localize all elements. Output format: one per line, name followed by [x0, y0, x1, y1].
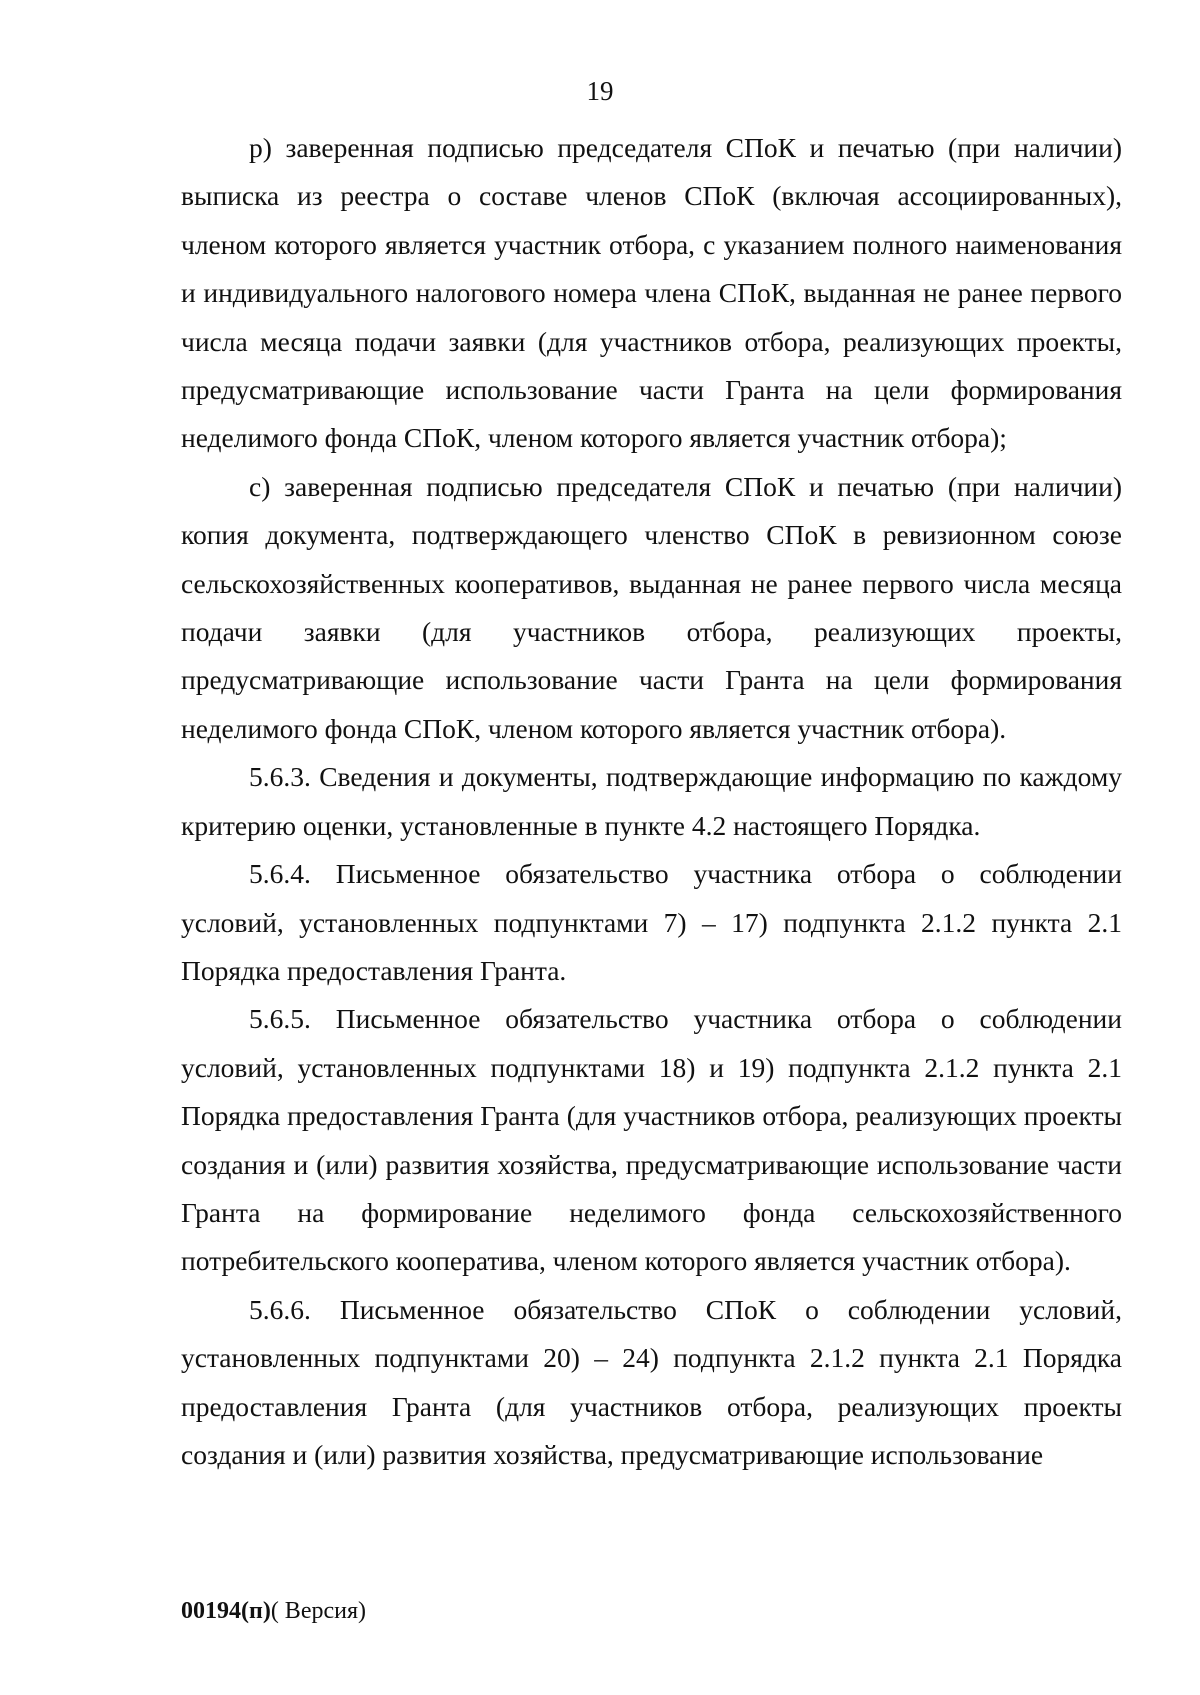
paragraph-5-6-4: 5.6.4. Письменное обязательство участника отбора о соблюдении условий, установленных подпунктами 7) – 17) подпункта 2.1.2 пункта 2.1 Порядка предоставления Гранта.: [181, 858, 1122, 986]
document-body: [181, 124, 1122, 1479]
paragraph-r: р) заверенная подписью председателя СПоК и печатью (при наличии) выписка из реестра о составе членов СПоК (включая ассоциированных), членом которого является участник отбора, с указанием полного наименования и индивидуального налогового номера члена СПоК, выданная не ранее первого числа месяца подачи заявки (для участников отбора, реализующих проекты, предусматривающие использование части Гранта на цели формирования неделимого фонда СПоК, членом которого является участник отбора);: [181, 132, 1122, 454]
document-version: ( Версия): [270, 1598, 366, 1624]
paragraph-s: с) заверенная подписью председателя СПоК и печатью (при наличии) копия документа, подтверждающего членство СПоК в ревизионном союзе сельскохозяйственных кооперативов, выданная не ранее первого числа месяца подачи заявки (для участников отбора, реализующих проекты, предусматривающие использование части Гранта на цели формирования неделимого фонда СПоК, членом которого является участник отбора).: [181, 470, 1122, 744]
paragraph-5-6-3: 5.6.3. Сведения и документы, подтверждающие информацию по каждому критерию оценки, установленные в пункте 4.2 настоящего Порядка.: [181, 761, 1122, 841]
page-number: 19: [586, 76, 614, 106]
paragraph-5-6-6: 5.6.6. Письменное обязательство СПоК о соблюдении условий, установленных подпунктами 20) – 24) подпункта 2.1.2 пункта 2.1 Порядка предоставления Гранта (для участников отбора, реализующих проекты создания и (или) развития хозяйства, предусматривающие использование: [181, 1293, 1122, 1470]
document-code: 00194(п): [181, 1598, 271, 1624]
document-footer: [181, 1594, 366, 1628]
paragraph-5-6-5: 5.6.5. Письменное обязательство участника отбора о соблюдении условий, установленных подпунктами 18) и 19) подпункта 2.1.2 пункта 2.1 Порядка предоставления Гранта (для участников отбора, реализующих проекты создания и (или) развития хозяйства, предусматривающие использование части Гранта на формирование неделимого фонда сельскохозяйственного потребительского кооператива, членом которого является участник отбора).: [181, 1003, 1122, 1277]
